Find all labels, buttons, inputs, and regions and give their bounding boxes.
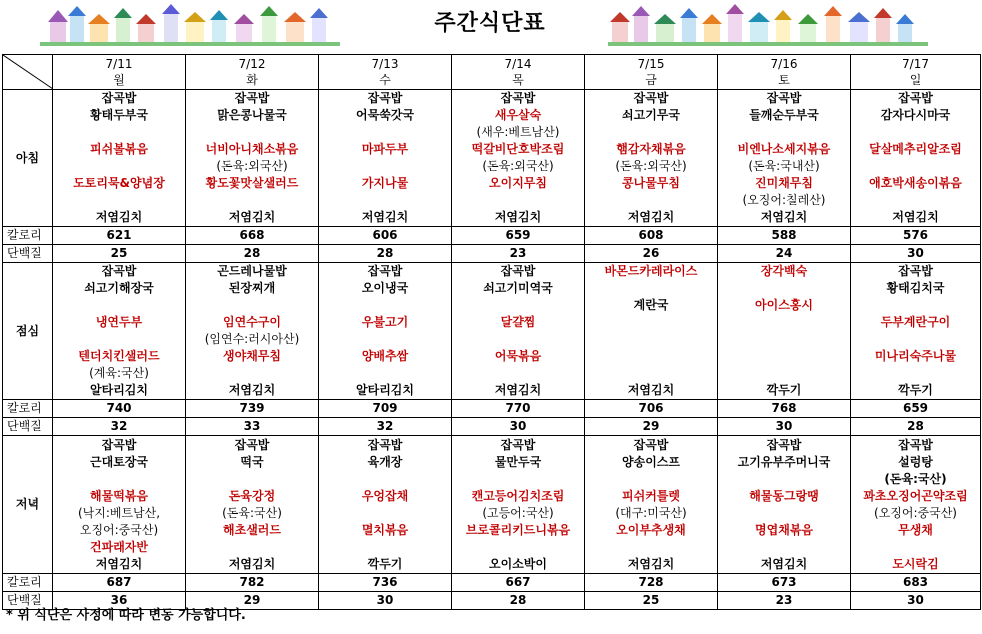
day-name: 화 [246, 73, 258, 87]
menu-item: 잡곡밥 [633, 437, 669, 452]
menu-item: 임연수구이 [223, 315, 281, 329]
protein-label: 단백질 [3, 418, 53, 436]
menu-item: 잡곡밥 [234, 437, 270, 452]
empty-line [718, 331, 850, 348]
protein-value: 29 [585, 418, 718, 436]
calorie-value: 736 [319, 574, 452, 592]
menu-item: 텐더치킨샐러드 [78, 349, 160, 363]
menu-item: 우불고기 [361, 315, 409, 329]
protein-value: 29 [186, 592, 319, 610]
empty-line [452, 331, 584, 348]
calorie-value: 668 [186, 227, 319, 245]
footnote: * 위 식단은 사정에 따라 변동 가능합니다. [6, 608, 246, 623]
empty-line [186, 124, 318, 141]
empty-line [718, 365, 850, 382]
empty-line [53, 297, 185, 314]
empty-line [585, 192, 717, 209]
day-header [53, 55, 186, 90]
calorie-value: 576 [851, 227, 981, 245]
menu-item: 브로콜리키드니볶음 [465, 522, 571, 537]
empty-line [718, 348, 850, 365]
protein-value: 28 [452, 592, 585, 610]
menu-item: 달살메추리알조림 [869, 142, 962, 156]
menu-item: 계란국 [633, 298, 669, 312]
menu-item: 잡곡밥 [766, 437, 802, 452]
header-row [3, 55, 981, 90]
empty-line [851, 158, 980, 175]
menu-item: 콩나물무침 [622, 176, 680, 190]
origin-note: (오징어:칠레산) [742, 193, 826, 207]
origin-note: (대구:미국산) [615, 505, 687, 520]
menu-item: 저염김치 [892, 210, 939, 224]
menu-item: 냉연두부 [95, 315, 143, 329]
menu-item: 명엽채볶음 [755, 522, 813, 537]
empty-line [319, 297, 451, 314]
protein-value: 30 [452, 418, 585, 436]
menu-item: 잡곡밥 [101, 91, 137, 105]
protein-value: 28 [186, 245, 319, 263]
lunch-menu-cell [53, 263, 186, 400]
menu-item: 무생채 [898, 522, 933, 537]
protein-value: 24 [718, 245, 851, 263]
menu-item: (돈육:국산) [884, 471, 947, 486]
menu-item: 저염김치 [760, 556, 808, 571]
calorie-label: 칼로리 [3, 227, 53, 245]
empty-line [53, 158, 185, 175]
empty-line [718, 314, 850, 331]
menu-item: 오이냉국 [361, 281, 409, 295]
empty-line [851, 297, 980, 314]
menu-item: 쇠고기해장국 [84, 281, 154, 295]
menu-item: 잡곡밥 [500, 437, 536, 452]
breakfast-menu-cell [585, 90, 718, 227]
calorie-value: 709 [319, 400, 452, 418]
menu-item: 도토리묵&양념장 [73, 176, 165, 190]
empty-line [585, 331, 717, 348]
day-name: 일 [909, 73, 922, 87]
dinner-label: 저녁 [3, 436, 53, 574]
protein-value: 33 [186, 418, 319, 436]
menu-item: 맑은콩나물국 [217, 108, 287, 122]
dinner-menu-cell [851, 436, 981, 574]
menu-item: 저염김치 [627, 556, 675, 571]
origin-note: (돈육:외국산) [615, 159, 687, 173]
menu-item: 잡곡밥 [367, 91, 403, 105]
empty-line [851, 539, 980, 556]
menu-item: 해초샐러드 [223, 522, 281, 537]
calorie-value: 739 [186, 400, 319, 418]
menu-item: 캔고등어김치조림 [471, 488, 565, 503]
origin-note: (돈육:국산) [222, 505, 282, 520]
origin-note: (새우:베트남산) [476, 125, 560, 139]
menu-item: 황태김치국 [886, 281, 945, 295]
lunch-protein-row [3, 418, 981, 436]
day-date: 7/14 [504, 57, 532, 71]
menu-item: 황태두부국 [90, 108, 148, 122]
menu-item: 저염김치 [95, 556, 143, 571]
menu-item: 저염김치 [228, 383, 276, 397]
calorie-value: 606 [319, 227, 452, 245]
calorie-value: 728 [585, 574, 718, 592]
empty-line [585, 348, 717, 365]
origin-note: (돈육:외국산) [482, 159, 554, 173]
menu-item: 설렁탕 [898, 454, 933, 469]
protein-label: 단백질 [3, 245, 53, 263]
protein-value: 25 [53, 245, 186, 263]
empty-line [585, 314, 717, 331]
empty-line [851, 331, 980, 348]
menu-item: 저염김치 [627, 210, 675, 224]
breakfast-protein-row [3, 245, 981, 263]
menu-item: 두부계란구이 [880, 315, 951, 329]
menu-item: 잡곡밥 [898, 91, 933, 105]
menu-item: 떡갈비단호박조림 [471, 142, 565, 156]
lunch-menu-cell [585, 263, 718, 400]
breakfast-menu-cell [53, 90, 186, 227]
empty-line [585, 365, 717, 382]
menu-item: 해물떡볶음 [90, 488, 148, 503]
menu-item: 어묵쑥갓국 [356, 108, 414, 122]
protein-value: 30 [319, 592, 452, 610]
menu-item: 아이스홍시 [755, 298, 813, 312]
empty-line [53, 331, 185, 348]
menu-item: 들깨순두부국 [749, 108, 819, 122]
protein-value: 28 [319, 245, 452, 263]
calorie-value: 673 [718, 574, 851, 592]
empty-line [319, 365, 451, 382]
protein-label: 단백질 [3, 592, 53, 610]
protein-value: 32 [319, 418, 452, 436]
empty-line [186, 365, 318, 382]
breakfast-menu-cell [319, 90, 452, 227]
empty-line [186, 539, 318, 556]
menu-item: 피쉬커틀렛 [622, 488, 680, 503]
empty-line [186, 297, 318, 314]
empty-line [186, 192, 318, 209]
calorie-value: 782 [186, 574, 319, 592]
empty-line [718, 505, 850, 522]
protein-value: 23 [452, 245, 585, 263]
menu-item: 감자다시마국 [880, 108, 951, 122]
menu-item: 바몬드카레라이스 [604, 264, 698, 278]
menu-item: 어묵볶음 [494, 349, 542, 363]
day-date: 7/17 [902, 57, 929, 71]
empty-line [718, 124, 850, 141]
menu-item: 해물동그랑땡 [749, 488, 819, 503]
day-header [718, 55, 851, 90]
empty-line [53, 124, 185, 141]
empty-line [452, 539, 584, 556]
empty-line [319, 192, 451, 209]
breakfast-calorie-row [3, 227, 981, 245]
calorie-value: 740 [53, 400, 186, 418]
menu-item: 잡곡밥 [234, 91, 270, 105]
protein-value: 26 [585, 245, 718, 263]
empty-line [585, 124, 717, 141]
lunch-calorie-row [3, 400, 981, 418]
day-header [851, 55, 981, 90]
menu-item: 피쉬볼볶음 [90, 142, 148, 156]
menu-item: 오이부추생채 [616, 522, 686, 537]
protein-value: 30 [851, 245, 981, 263]
menu-item: 달걀찜 [500, 315, 536, 329]
empty-line [718, 280, 850, 297]
empty-line [585, 280, 717, 297]
village-illustration-right [608, 2, 938, 48]
origin-note: (돈육:외국산) [216, 159, 288, 173]
day-date: 7/12 [238, 57, 266, 71]
menu-item: 가지나물 [361, 176, 409, 190]
day-name: 월 [113, 73, 125, 87]
empty-line [585, 539, 717, 556]
calorie-value: 768 [718, 400, 851, 418]
menu-item: 잡곡밥 [633, 91, 669, 105]
calorie-value: 706 [585, 400, 718, 418]
empty-line [452, 192, 584, 209]
lunch-menu-cell [452, 263, 585, 400]
menu-item: 저염김치 [494, 383, 542, 397]
empty-line [452, 297, 584, 314]
menu-item: 근대토장국 [90, 454, 148, 469]
menu-item: 양송이스프 [622, 454, 680, 469]
calorie-value: 621 [53, 227, 186, 245]
lunch-label: 점심 [3, 263, 53, 400]
menu-item: 새우살숙 [494, 108, 542, 122]
menu-item: 저염김치 [228, 210, 276, 224]
protein-value: 32 [53, 418, 186, 436]
empty-line [585, 471, 717, 488]
menu-item: 애호박새송이볶음 [869, 176, 962, 190]
empty-line [319, 158, 451, 175]
day-header [186, 55, 319, 90]
corner-diagonal-cell [3, 55, 53, 90]
menu-item: 잡곡밥 [898, 437, 933, 452]
breakfast-menu-cell [452, 90, 585, 227]
protein-value: 25 [585, 592, 718, 610]
breakfast-menu-cell [851, 90, 981, 227]
house-icon [608, 4, 928, 46]
day-header [585, 55, 718, 90]
empty-line [319, 505, 451, 522]
menu-item: 장각백숙 [760, 264, 808, 278]
breakfast-row [3, 90, 981, 227]
menu-item: 오이지무침 [489, 176, 547, 190]
menu-item: 잡곡밥 [500, 264, 536, 278]
day-header [452, 55, 585, 90]
menu-item: 쇠고기무국 [622, 108, 680, 122]
calorie-value: 770 [452, 400, 585, 418]
menu-item: 양배추쌈 [361, 349, 409, 363]
menu-item: 생야채무침 [223, 349, 281, 363]
menu-item: 건파래자반 [90, 539, 148, 554]
day-name: 금 [645, 73, 657, 87]
calorie-value: 667 [452, 574, 585, 592]
lunch-menu-cell [319, 263, 452, 400]
menu-item: 떡국 [240, 454, 264, 469]
empty-line [53, 192, 185, 209]
menu-item: 깍두기 [367, 556, 403, 571]
lunch-menu-cell [718, 263, 851, 400]
menu-item: 육개장 [367, 454, 403, 469]
day-date: 7/13 [371, 57, 399, 71]
protein-value: 23 [718, 592, 851, 610]
origin-note: (낙지:베트남산, [77, 505, 161, 520]
menu-item: 저염김치 [760, 210, 808, 224]
protein-value: 30 [718, 418, 851, 436]
menu-item: 멸치볶음 [361, 522, 409, 537]
day-header [319, 55, 452, 90]
menu-item: 저염김치 [228, 556, 276, 571]
menu-item: 고기유부주머니국 [737, 454, 831, 469]
origin-note: (오징어:중국산) [874, 505, 957, 520]
empty-line [718, 539, 850, 556]
empty-line [319, 331, 451, 348]
menu-item: 쇠고기미역국 [483, 281, 553, 295]
house-icon [40, 4, 340, 46]
calorie-value: 683 [851, 574, 981, 592]
calorie-label: 칼로리 [3, 574, 53, 592]
menu-item: 된장찌개 [228, 281, 276, 295]
lunch-row [3, 263, 981, 400]
menu-item: 저염김치 [627, 383, 675, 397]
menu-item: 알타리김치 [90, 383, 148, 397]
empty-line [718, 471, 850, 488]
breakfast-menu-cell [718, 90, 851, 227]
day-date: 7/15 [637, 57, 665, 71]
empty-line [319, 539, 451, 556]
protein-value: 28 [851, 418, 981, 436]
menu-item: 잡곡밥 [367, 437, 403, 452]
weekly-menu-table [2, 54, 981, 610]
calorie-value: 687 [53, 574, 186, 592]
calorie-value: 588 [718, 227, 851, 245]
dinner-calorie-row [3, 574, 981, 592]
empty-line [319, 471, 451, 488]
empty-line [452, 365, 584, 382]
menu-item: 깍두기 [898, 383, 933, 397]
protein-value: 30 [851, 592, 981, 610]
menu-item: 마파두부 [361, 142, 409, 156]
menu-item: 물만두국 [494, 454, 542, 469]
menu-item: 진미채무침 [755, 176, 813, 190]
day-date: 7/11 [105, 57, 133, 71]
calorie-value: 659 [851, 400, 981, 418]
menu-item: 잡곡밥 [367, 264, 403, 278]
menu-item: 잡곡밥 [898, 264, 933, 278]
dinner-menu-cell [53, 436, 186, 574]
menu-item: 꽈초오징어곤약조림 [863, 488, 968, 503]
empty-line [851, 365, 980, 382]
menu-item: 오이소박이 [489, 556, 547, 571]
menu-item: 잡곡밥 [101, 264, 137, 278]
menu-item: 저염김치 [361, 210, 409, 224]
origin-note: (계육:국산) [89, 366, 149, 380]
menu-item: 황도꽃맛살샐러드 [205, 176, 299, 190]
origin-note: (고등어:국산) [482, 505, 554, 520]
village-illustration-left [40, 2, 370, 48]
menu-item: 잡곡밥 [101, 437, 137, 452]
empty-line [452, 471, 584, 488]
menu-item: 우엉잡채 [361, 488, 409, 503]
origin-note: (돈육:국내산) [748, 159, 820, 173]
empty-line [851, 192, 980, 209]
empty-line [851, 124, 980, 141]
dinner-menu-cell [319, 436, 452, 574]
menu-item: 알타리김치 [356, 383, 414, 397]
calorie-value: 608 [585, 227, 718, 245]
lunch-menu-cell [186, 263, 319, 400]
dinner-menu-cell [718, 436, 851, 574]
menu-item: 너비아니채소볶음 [205, 142, 299, 156]
day-name: 목 [512, 73, 524, 87]
day-name: 수 [379, 73, 391, 87]
empty-line [53, 471, 185, 488]
day-name: 토 [778, 73, 790, 87]
origin-note: 오징어:중국산) [79, 522, 159, 537]
protein-value: 36 [53, 592, 186, 610]
menu-item: 도시락김 [892, 556, 939, 571]
calorie-label: 칼로리 [3, 400, 53, 418]
menu-item: 햄감자채볶음 [616, 142, 686, 156]
dinner-row [3, 436, 981, 574]
page-title: 주간식단표 [434, 11, 546, 36]
dinner-menu-cell [452, 436, 585, 574]
breakfast-menu-cell [186, 90, 319, 227]
menu-item: 깍두기 [766, 383, 802, 397]
menu-item: 곤드레나물밥 [217, 264, 287, 278]
menu-item: 돈육강정 [228, 488, 276, 503]
menu-item: 비엔나소세지볶음 [737, 142, 831, 156]
menu-item: 미나리숙주나물 [874, 349, 957, 363]
menu-item: 저염김치 [95, 210, 143, 224]
menu-item: 잡곡밥 [766, 91, 802, 105]
empty-line [319, 124, 451, 141]
empty-line [186, 471, 318, 488]
dinner-menu-cell [585, 436, 718, 574]
day-date: 7/16 [770, 57, 798, 71]
breakfast-label: 아침 [3, 90, 53, 227]
menu-item: 저염김치 [494, 210, 542, 224]
origin-note: (임연수:러시아산) [204, 332, 300, 346]
calorie-value: 659 [452, 227, 585, 245]
dinner-menu-cell [186, 436, 319, 574]
menu-item: 잡곡밥 [500, 91, 536, 105]
lunch-menu-cell [851, 263, 981, 400]
